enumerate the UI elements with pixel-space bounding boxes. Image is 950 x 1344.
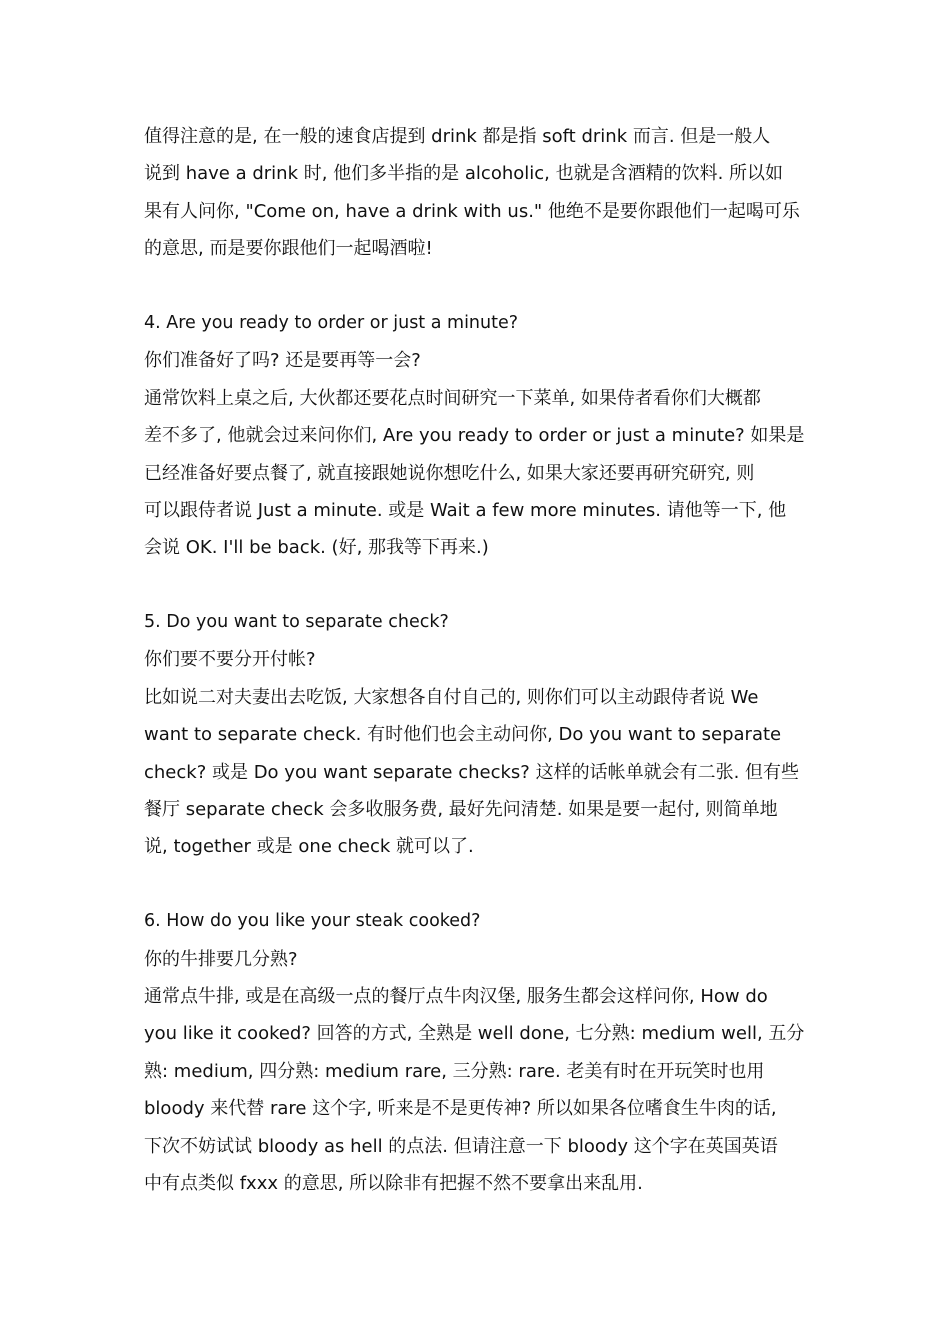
paragraph-line: 果有人问你, "Come on, have a drink with us." 他绝不是要你跟他们一起喝可乐 — [144, 200, 800, 222]
document-body — [144, 118, 809, 1202]
paragraph-line: 通常饮料上桌之后, 大伙都还要花点时间研究一下菜单, 如果侍者看你们大概都 — [144, 387, 761, 409]
paragraph-line: you like it cooked? 回答的方式, 全熟是 well done, 七分熟: medium well, 五分 — [144, 1023, 805, 1045]
paragraph-line: 值得注意的是, 在一般的速食店提到 drink 都是指 soft drink 而言. 但是一般人 — [144, 126, 771, 147]
paragraph-line: check? 或是 Do you want separate checks? 这样的话帐单就会有二张. 但有些 — [144, 761, 800, 783]
paragraph-line: want to separate check. 有时他们也会主动问你, Do you want to separate — [144, 724, 782, 746]
paragraph-line: 已经准备好要点餐了, 就直接跟她说你想吃什么, 如果大家还要再研究研究, 则 — [144, 462, 755, 484]
paragraph-line: 差不多了, 他就会过来问你们, Are you ready to order or just a minute? 如果是 — [144, 425, 805, 447]
spacer — [144, 866, 809, 903]
paragraph-line: bloody 来代替 rare 这个字, 听来是不是更传神? 所以如果各位嗜食生牛肉的话, — [144, 1098, 777, 1120]
section-heading: 4. Are you ready to order or just a minute? — [144, 312, 519, 333]
paragraph-line: 可以跟侍者说 Just a minute. 或是 Wait a few more minutes. 请他等一下, 他 — [144, 499, 787, 521]
paragraph-line: 比如说二对夫妻出去吃饭, 大家想各自付自己的, 则你们可以主动跟侍者说 We — [144, 686, 759, 708]
section-6 — [144, 903, 809, 1202]
paragraph-line: 中有点类似 fxxx 的意思, 所以除非有把握不然不要拿出来乱用. — [144, 1172, 643, 1194]
paragraph-line: 的意思, 而是要你跟他们一起喝酒啦! — [144, 238, 433, 260]
intro-paragraph — [144, 118, 809, 268]
section-translation: 你的牛排要几分熟? — [144, 948, 298, 970]
section-translation: 你们要不要分开付帐? — [144, 649, 316, 671]
section-translation: 你们准备好了吗? 还是要再等一会? — [144, 350, 421, 372]
section-heading: 6. How do you like your steak cooked? — [144, 911, 481, 932]
spacer — [144, 268, 809, 305]
paragraph-line: 餐厅 separate check 会多收服务费, 最好先问清楚. 如果是要一起付, 则简单地 — [144, 799, 778, 821]
section-4 — [144, 305, 809, 567]
spacer — [144, 567, 809, 604]
paragraph-line: 说到 have a drink 时, 他们多半指的是 alcoholic, 也就是含酒精的饮料. 所以如 — [144, 163, 784, 185]
section-heading: 5. Do you want to separate check? — [144, 612, 449, 633]
paragraph-line: 会说 OK. I'll be back. (好, 那我等下再来.) — [144, 537, 489, 559]
paragraph-line: 通常点牛排, 或是在高级一点的餐厅点牛肉汉堡, 服务生都会这样问你, How do — [144, 985, 768, 1007]
paragraph-line: 熟: medium, 四分熟: medium rare, 三分熟: rare. 老美有时在开玩笑时也用 — [144, 1060, 765, 1082]
paragraph-line: 下次不妨试试 bloody as hell 的点法. 但请注意一下 bloody 这个字在英国英语 — [144, 1135, 778, 1157]
paragraph-line: 说, together 或是 one check 就可以了. — [144, 836, 474, 858]
section-5 — [144, 604, 809, 866]
